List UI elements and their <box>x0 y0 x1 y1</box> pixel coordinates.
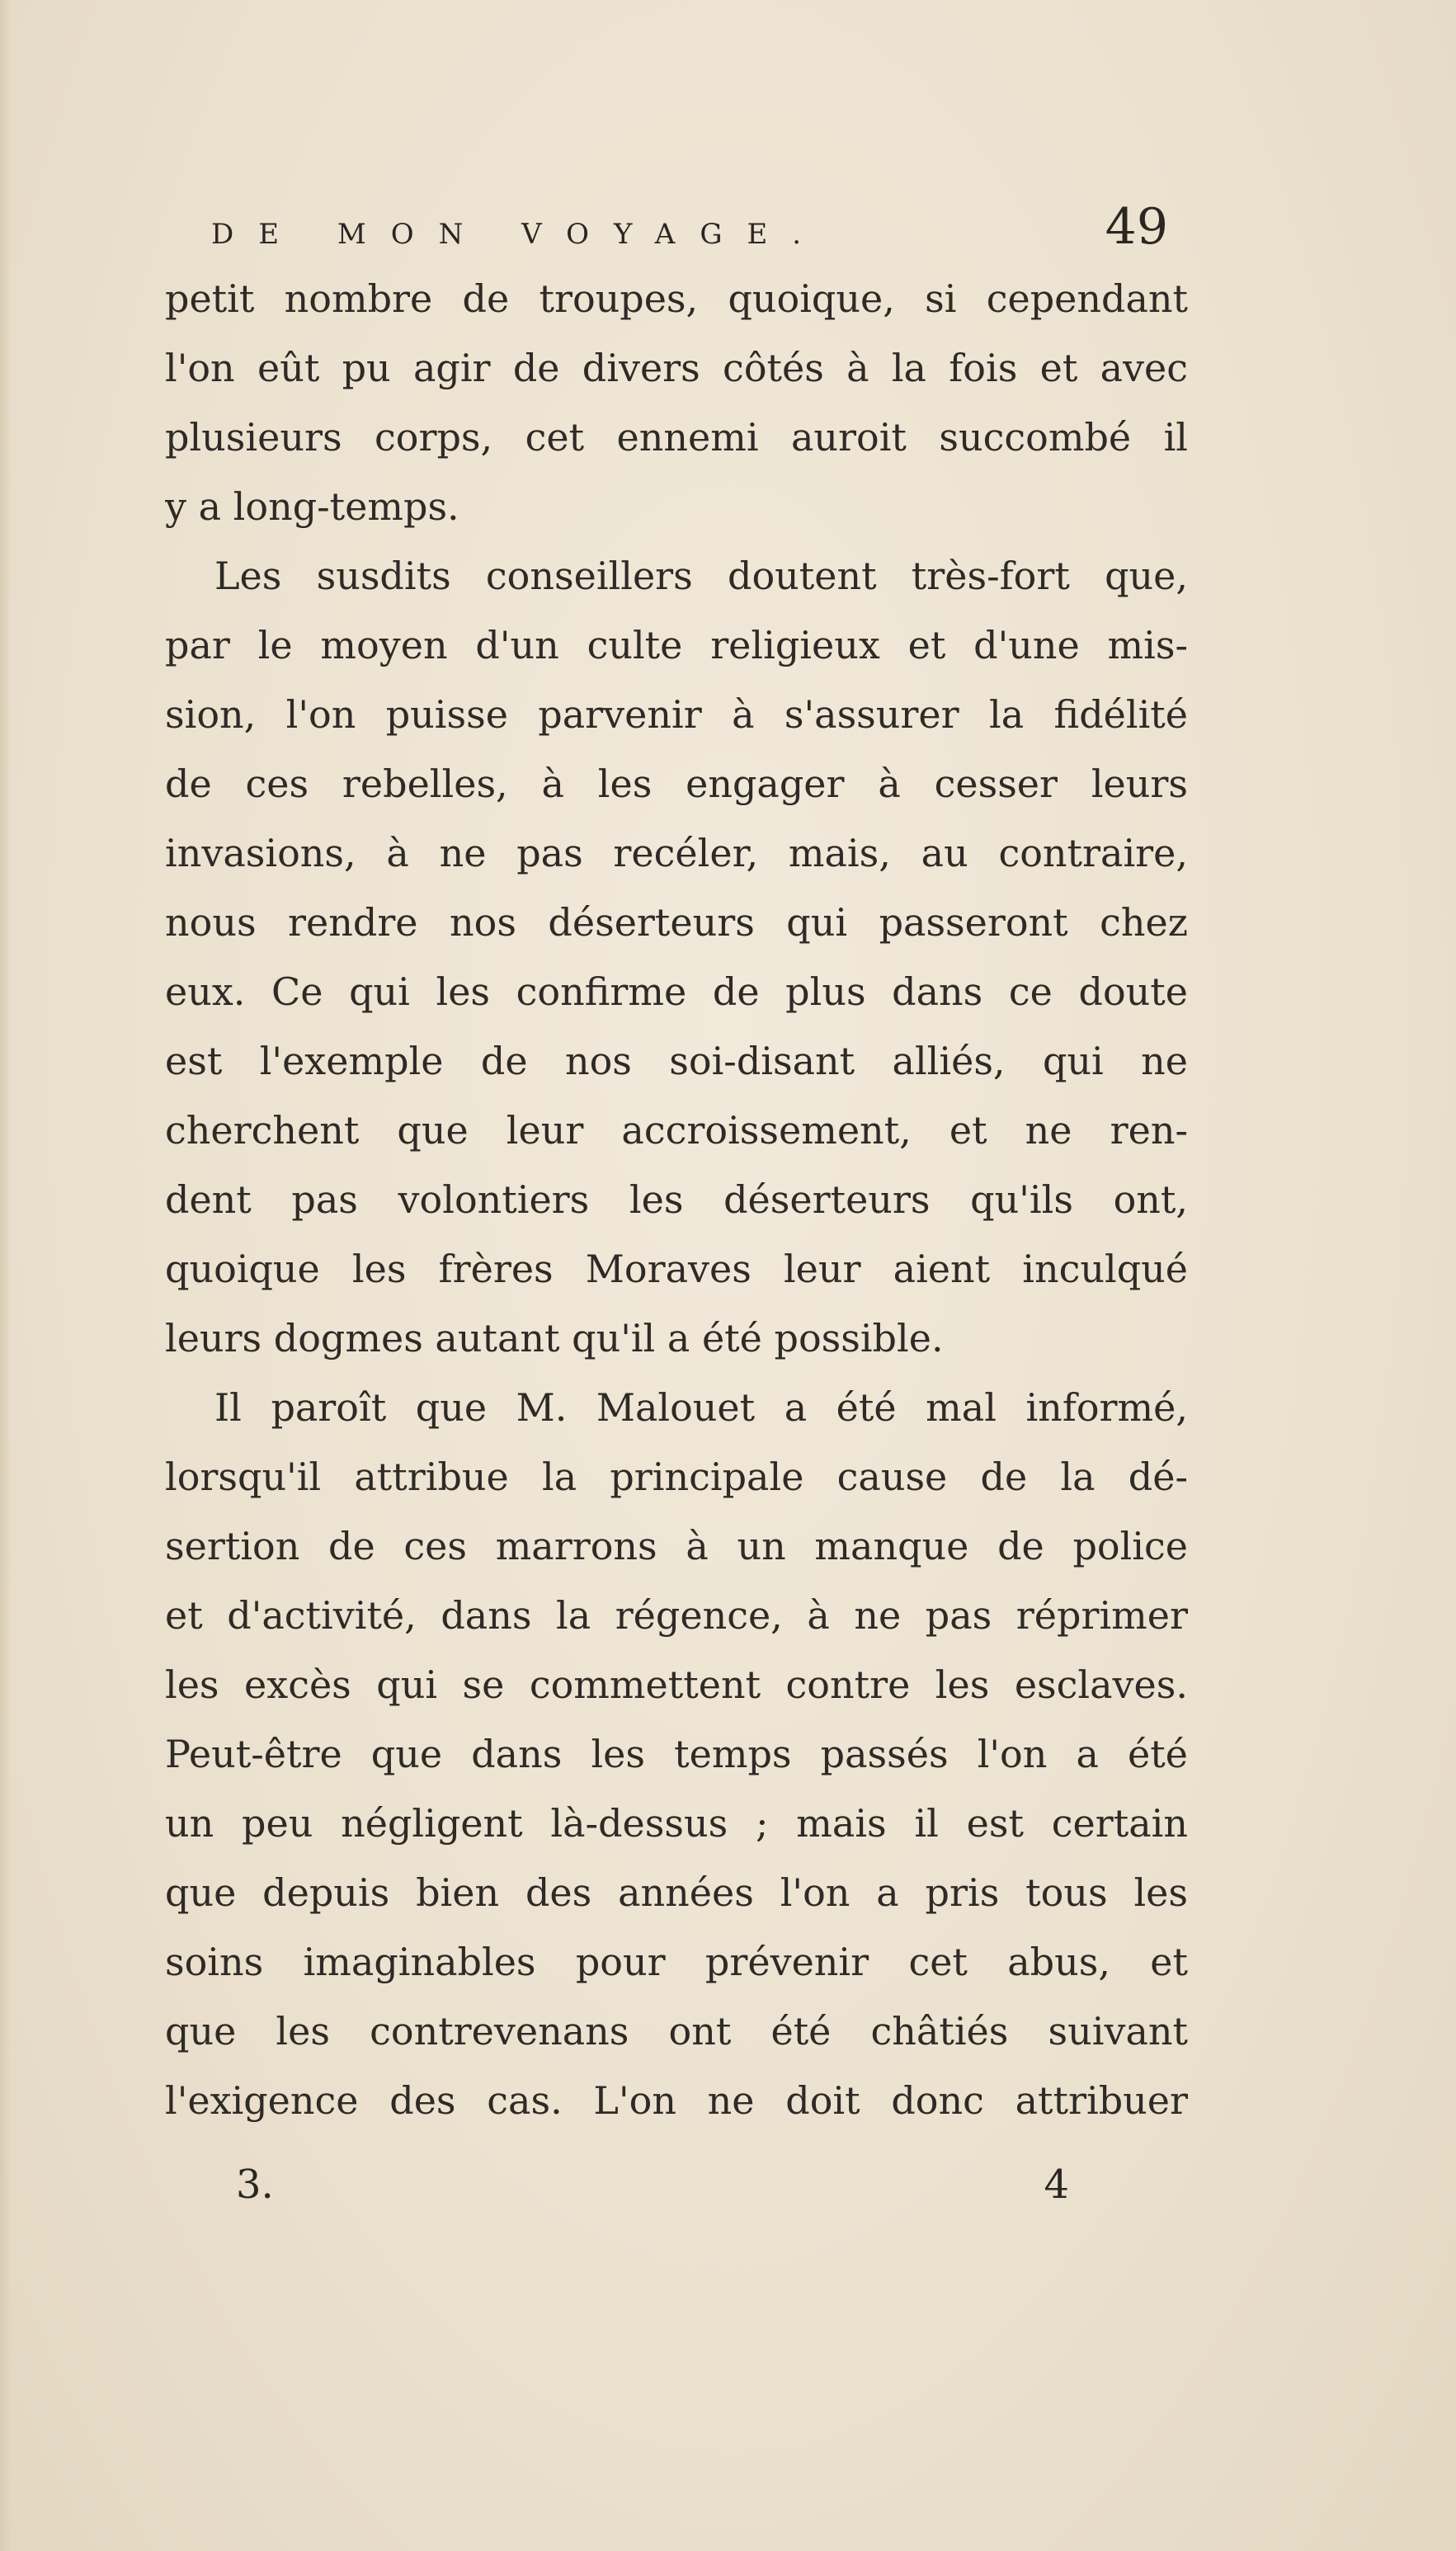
text-line: les excès qui se commettent contre les esclaves. <box>165 1662 1188 1707</box>
text-line: soins imaginables pour prévenir cet abus, et <box>165 1940 1188 1984</box>
running-header <box>211 191 1168 266</box>
text-line: invasions, à ne pas recéler, mais, au contraire, <box>165 831 1188 875</box>
text-line: l'exigence des cas. L'on ne doit donc attribuer <box>165 2078 1188 2123</box>
text-line: quoique les frères Moraves leur aient inculqué <box>165 1247 1188 1291</box>
text-line: cherchent que leur accroissement, et ne ren- <box>165 1108 1188 1153</box>
text-line: de ces rebelles, à les engager à cesser leurs <box>165 762 1188 806</box>
text-line: petit nombre de troupes, quoique, si cependant <box>165 276 1188 321</box>
text-line: l'on eût pu agir de divers côtés à la fois et avec <box>165 346 1188 390</box>
text-line: que les contrevenans ont été châtiés suivant <box>165 2009 1188 2054</box>
text-line: Il paroît que M. Malouet a été mal informé, <box>214 1385 1188 1430</box>
text-line: sertion de ces marrons à un manque de police <box>165 1524 1188 1568</box>
text-line: un peu négligent là-dessus ; mais il est certain <box>165 1801 1188 1846</box>
text-line: par le moyen d'un culte religieux et d'une mis- <box>165 623 1188 667</box>
text-line: que depuis bien des années l'on a pris tous les <box>165 1870 1188 1915</box>
text-line: nous rendre nos déserteurs qui passeront chez <box>165 900 1188 945</box>
sheet-mark: 4 <box>1044 2162 1069 2208</box>
text-line: plusieurs corps, cet ennemi auroit succombé il <box>165 415 1188 460</box>
text-line: est l'exemple de nos soi-disant alliés, qui ne <box>165 1039 1188 1083</box>
text-line: dent pas volontiers les déserteurs qu'ils ont, <box>165 1177 1188 1222</box>
text-line: y a long-temps. <box>165 484 459 529</box>
page-gutter-shadow <box>0 0 12 2551</box>
body-text <box>165 264 1188 2135</box>
running-title: DE MON VOYAGE. <box>211 218 827 251</box>
signature-mark: 3. <box>236 2162 274 2208</box>
text-line: Peut-être que dans les temps passés l'on a été <box>165 1732 1188 1776</box>
text-line: eux. Ce qui les confirme de plus dans ce doute <box>165 969 1188 1014</box>
text-line: lorsqu'il attribue la principale cause de la dé- <box>165 1455 1188 1499</box>
text-line: et d'activité, dans la régence, à ne pas réprimer <box>165 1593 1188 1638</box>
page-number: 49 <box>1105 198 1168 256</box>
text-line: Les susdits conseillers doutent très-fort que, <box>214 554 1188 598</box>
text-line: leurs dogmes autant qu'il a été possible. <box>165 1316 944 1360</box>
text-line: sion, l'on puisse parvenir à s'assurer la fidélité <box>165 692 1188 737</box>
page-footer <box>211 2162 1069 2228</box>
